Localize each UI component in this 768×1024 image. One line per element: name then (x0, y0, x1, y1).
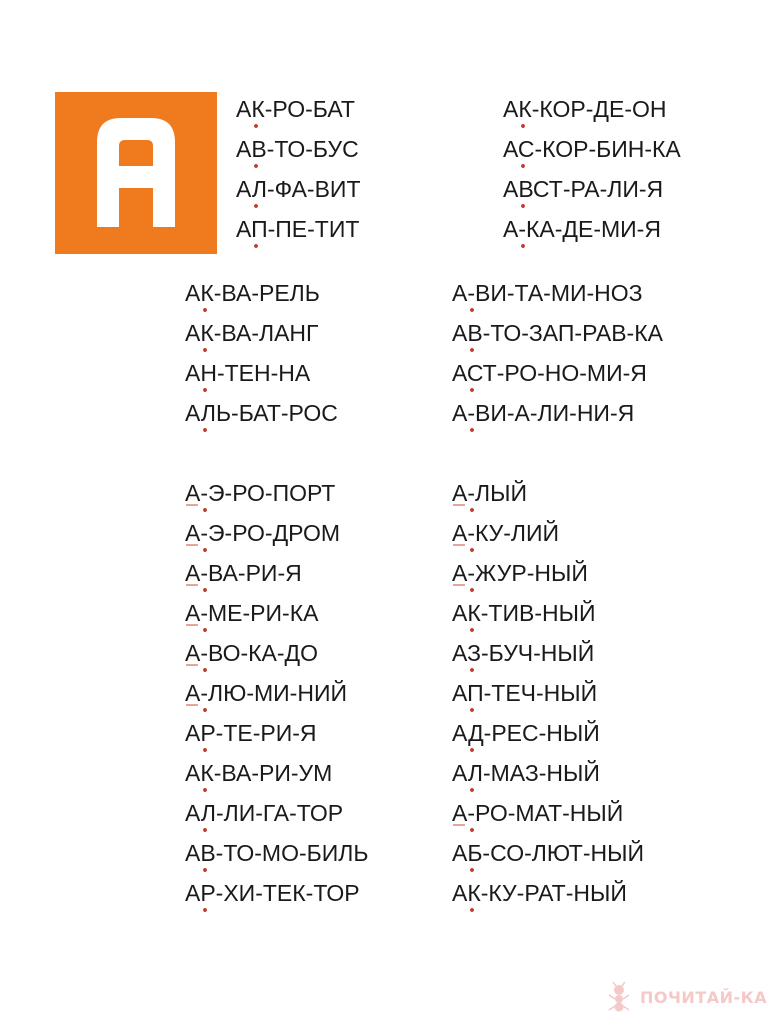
word-item: АЛ-ЛИ-ГА-ТОР (185, 793, 368, 833)
word-item: АД-РЕС-НЫЙ (452, 713, 644, 753)
word-list-top-right (503, 89, 681, 249)
word-item: А-ВИ-ТА-МИ-НОЗ (452, 273, 663, 313)
word-item: А-Э-РО-ДРОМ (185, 513, 368, 553)
word-item: А-ЛЮ-МИ-НИЙ (185, 673, 368, 713)
word-item: АВ-ТО-МО-БИЛЬ (185, 833, 368, 873)
word-item: АК-КОР-ДЕ-ОН (503, 89, 681, 129)
word-item: А-ЖУР-НЫЙ (452, 553, 644, 593)
word-list-top-left (236, 89, 361, 249)
word-item: АП-ТЕЧ-НЫЙ (452, 673, 644, 713)
ant-mascot-icon (604, 982, 634, 1012)
word-list-middle-left (185, 273, 338, 433)
word-item: А-КА-ДЕ-МИ-Я (503, 209, 681, 249)
word-item: АЛ-ФА-ВИТ (236, 169, 361, 209)
word-item: АК-РО-БАТ (236, 89, 361, 129)
word-item: А-МЕ-РИ-КА (185, 593, 368, 633)
word-item: АК-ВА-РИ-УМ (185, 753, 368, 793)
word-item: АЗ-БУЧ-НЫЙ (452, 633, 644, 673)
word-item: АП-ПЕ-ТИТ (236, 209, 361, 249)
letter-a-tile (55, 92, 217, 254)
word-item: АС-КОР-БИН-КА (503, 129, 681, 169)
word-item: А-Э-РО-ПОРТ (185, 473, 368, 513)
word-list-middle-right (452, 273, 663, 433)
word-item: АК-КУ-РАТ-НЫЙ (452, 873, 644, 913)
watermark-text: ПОЧИТАЙ-КА (640, 987, 768, 1007)
word-item: А-ВИ-А-ЛИ-НИ-Я (452, 393, 663, 433)
word-item: А-ВО-КА-ДО (185, 633, 368, 673)
word-item: А-КУ-ЛИЙ (452, 513, 644, 553)
word-item: АСТ-РО-НО-МИ-Я (452, 353, 663, 393)
word-item: А-ЛЫЙ (452, 473, 644, 513)
word-item: АБ-СО-ЛЮТ-НЫЙ (452, 833, 644, 873)
letter-a-glyph-icon (55, 92, 217, 254)
word-item: АК-ВА-ЛАНГ (185, 313, 338, 353)
word-item: АВ-ТО-БУС (236, 129, 361, 169)
word-item: АК-ВА-РЕЛЬ (185, 273, 338, 313)
word-list-bottom-left (185, 473, 368, 913)
word-item: АВ-ТО-ЗАП-РАВ-КА (452, 313, 663, 353)
word-item: АК-ТИВ-НЫЙ (452, 593, 644, 633)
word-item: АВСТ-РА-ЛИ-Я (503, 169, 681, 209)
word-item: А-ВА-РИ-Я (185, 553, 368, 593)
word-item: АР-ХИ-ТЕК-ТОР (185, 873, 368, 913)
watermark (604, 982, 767, 1012)
word-item: АН-ТЕН-НА (185, 353, 338, 393)
word-item: АР-ТЕ-РИ-Я (185, 713, 368, 753)
word-item: АЛЬ-БАТ-РОС (185, 393, 338, 433)
word-list-bottom-right (452, 473, 644, 913)
word-item: АЛ-МАЗ-НЫЙ (452, 753, 644, 793)
word-item: А-РО-МАТ-НЫЙ (452, 793, 644, 833)
